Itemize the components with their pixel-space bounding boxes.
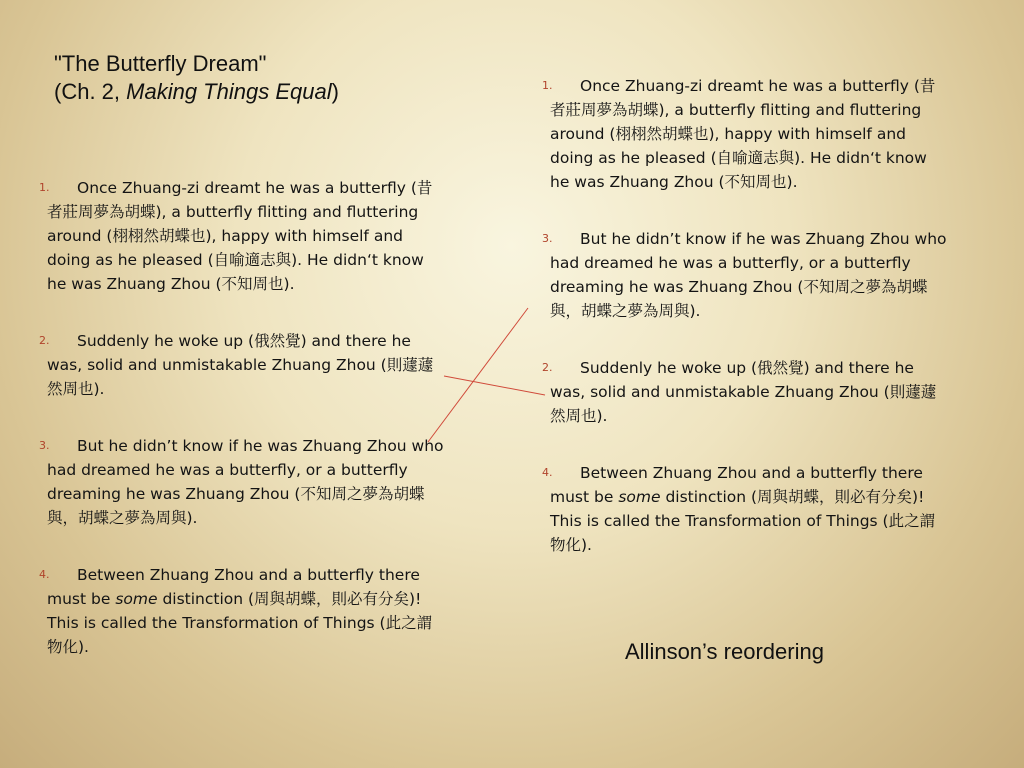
subtitle-prefix: (Ch. 2, bbox=[54, 79, 127, 104]
item-text: Suddenly he woke up (俄然覺) and there he was, solid and unmistakable Zhuang Zhou (則蘧蘧然周也). bbox=[47, 332, 434, 398]
item-text: Suddenly he woke up (俄然覺) and there he was, solid and unmistakable Zhuang Zhou (則蘧蘧然周也). bbox=[550, 359, 937, 425]
item-number: 1. bbox=[542, 79, 553, 92]
item-text: some bbox=[115, 590, 158, 608]
subtitle-suffix: ) bbox=[331, 79, 339, 104]
item-text: Once Zhuang-zi dreamt he was a butterfly (昔者莊周夢為胡蝶), a butterfly flitting and fluttering around (栩栩然胡蝶也), happy with himself and doing as he pleased (自喻適志與). He didn‘t know he was Zhuang Zhou (不知周也). bbox=[47, 179, 433, 293]
item-text: But he didn’t know if he was Zhuang Zhou who had dreamed he was a butterfly, or a butterfly dreaming he was Zhuang Zhou (不知周之夢為胡蝶與，胡蝶之夢為周與). bbox=[47, 437, 444, 527]
subtitle-italic: Making Things Equal bbox=[126, 79, 332, 104]
item-text: But he didn’t know if he was Zhuang Zhou who had dreamed he was a butterfly, or a butterfly dreaming he was Zhuang Zhou (不知周之夢為胡蝶與，胡蝶之夢為周與). bbox=[550, 230, 947, 320]
swap-line-up bbox=[428, 308, 528, 442]
item-text: distinction (周與胡蝶，則必有分矣)! This is called the Transformation of Things (此之謂物化). bbox=[550, 488, 936, 554]
item-number: 2. bbox=[542, 361, 553, 374]
item-number: 2. bbox=[39, 334, 50, 347]
item-text: Between Zhuang Zhou and a butterfly there must be bbox=[47, 566, 420, 608]
item-number: 1. bbox=[39, 181, 50, 194]
item-number: 3. bbox=[542, 232, 553, 245]
item-number: 4. bbox=[542, 466, 553, 479]
item-number: 4. bbox=[39, 568, 50, 581]
item-text: some bbox=[618, 488, 661, 506]
reordering-caption: Allinson’s reordering bbox=[625, 639, 824, 664]
swap-line-down bbox=[444, 376, 545, 395]
item-text: Once Zhuang-zi dreamt he was a butterfly (昔者莊周夢為胡蝶), a butterfly flitting and fluttering around (栩栩然胡蝶也), happy with himself and doing as he pleased (自喻適志與). He didn‘t know he was Zhuang Zhou (不知周也). bbox=[550, 77, 936, 191]
title-line: "The Butterfly Dream" bbox=[54, 51, 267, 76]
item-text: Between Zhuang Zhou and a butterfly there must be bbox=[550, 464, 923, 506]
item-number: 3. bbox=[39, 439, 50, 452]
item-text: distinction (周與胡蝶，則必有分矣)! This is called the Transformation of Things (此之謂物化). bbox=[47, 590, 433, 656]
